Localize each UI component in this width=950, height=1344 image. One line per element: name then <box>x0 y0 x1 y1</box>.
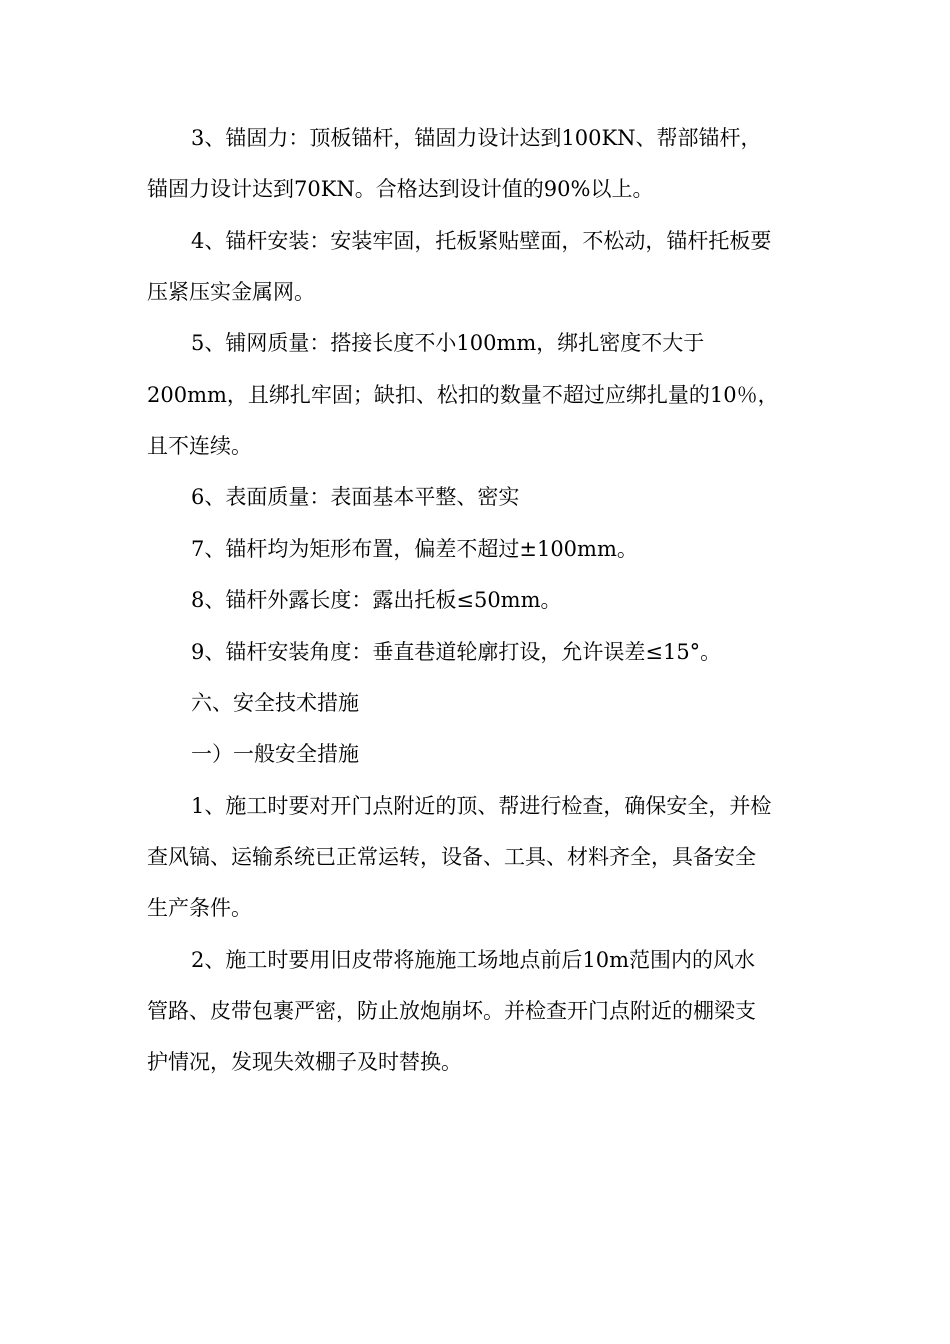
text-line-safety-1-end: 生产条件。 <box>147 896 252 920</box>
text-line-mesh-quality: 5、铺网质量：搭接长度不小100mm，绑扎密度不大于 <box>191 331 705 355</box>
text-line-safety-2-end: 护情况，发现失效棚子及时替换。 <box>147 1050 462 1074</box>
subsection-heading-general-safety: 一）一般安全措施 <box>191 742 359 766</box>
text-line-bolt-angle: 9、锚杆安装角度：垂直巷道轮廓打设，允许误差≤15°。 <box>191 640 722 664</box>
text-line-bolt-exposed-length: 8、锚杆外露长度：露出托板≤50mm。 <box>191 588 562 612</box>
text-line-safety-2: 2、施工时要用旧皮带将施施工场地点前后10m范围内的风水 <box>191 948 755 972</box>
text-line-safety-2-cont: 管路、皮带包裹严密，防止放炮崩坏。并检查开门点附近的棚梁支 <box>147 999 756 1023</box>
section-heading-safety: 六、安全技术措施 <box>191 691 359 715</box>
text-line-mesh-quality-end: 且不连续。 <box>147 434 252 458</box>
text-line-safety-1: 1、施工时要对开门点附近的顶、帮进行检查，确保安全，并检 <box>191 794 772 818</box>
text-line-bolt-installation-cont: 压紧压实金属网。 <box>147 280 315 304</box>
text-line-bolt-installation: 4、锚杆安装：安装牢固，托板紧贴壁面，不松动，锚杆托板要 <box>191 229 772 253</box>
text-line-anchoring-force-cont: 锚固力设计达到70KN。合格达到设计值的90%以上。 <box>147 177 654 201</box>
text-line-bolt-layout: 7、锚杆均为矩形布置，偏差不超过±100mm。 <box>191 537 638 561</box>
text-line-safety-1-cont: 查风镐、运输系统已正常运转，设备、工具、材料齐全，具备安全 <box>147 845 756 869</box>
text-line-anchoring-force: 3、锚固力：顶板锚杆，锚固力设计达到100KN、帮部锚杆， <box>191 126 762 150</box>
text-line-surface-quality: 6、表面质量：表面基本平整、密实 <box>191 485 520 509</box>
text-line-mesh-quality-cont: 200mm，且绑扎牢固；缺扣、松扣的数量不超过应绑扎量的10％， <box>147 383 779 407</box>
